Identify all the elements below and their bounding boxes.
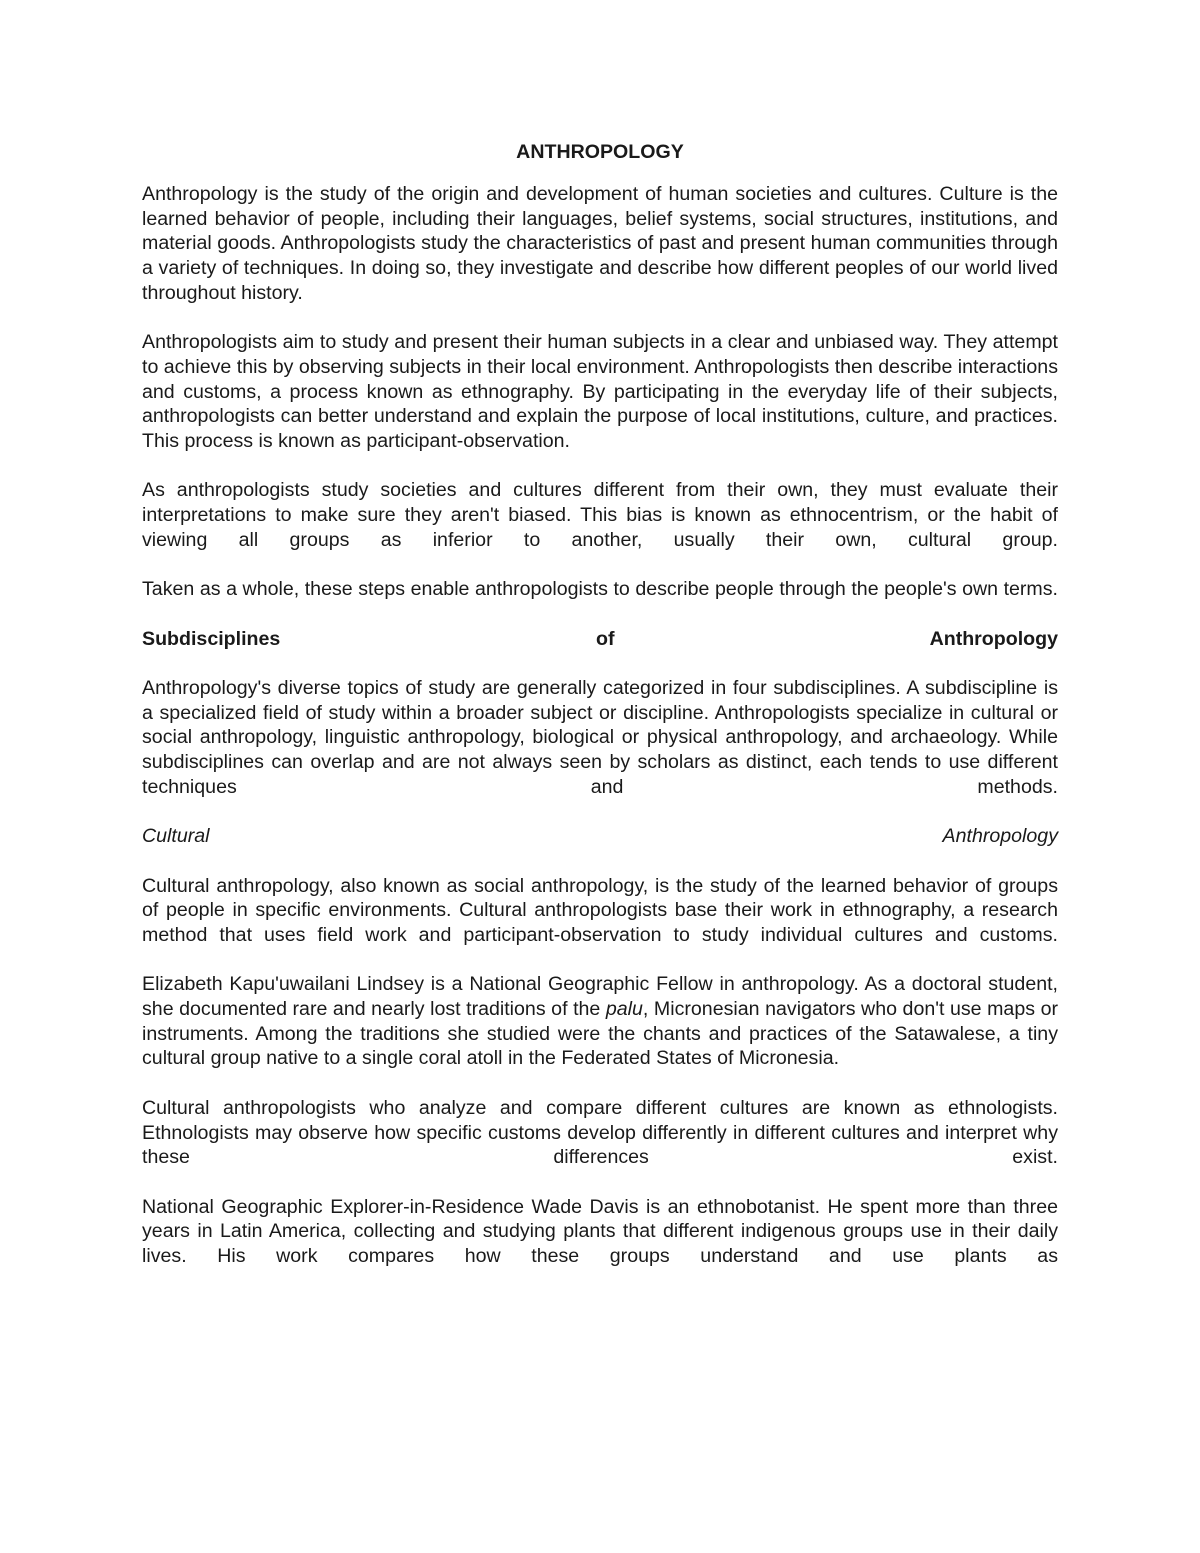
paragraph-summary: Taken as a whole, these steps enable anthropologists to describe people through the people's own terms. [142,578,1058,601]
paragraph-davis: National Geographic Explorer-in-Residence Wade Davis is an ethnobotanist. He spent more than three years in Latin America, collecting and studying plants that different indigenous groups use in their daily lives. His work compares how these groups understand and use plants as [142,1195,1058,1268]
paragraph-subdisciplines: Anthropology's diverse topics of study are generally categorized in four subdisciplines. A subdiscipline is a specialized field of study within a broader subject or discipline. Anthropologists specialize in cultural or social anthropology, linguistic anthropology, biological or physical anthropology, and archaeology. While subdisciplines can overlap and are not always seen by scholars as distinct, each tends to use different techniques and methods. [142,676,1058,798]
paragraph-ethnologists: Cultural anthropologists who analyze and compare different cultures are known as ethnologists. Ethnologists may observe how specific customs develop differently in different cultures and interpret why these differences exist. [142,1096,1058,1169]
paragraph-lindsey-part1: Elizabeth Kapu'uwailani Lindsey is a National Geographic Fellow in anthropology. As a doctoral student, she documented rare and nearly lost traditions of the [142,973,1058,1021]
paragraph-lindsey-italic: palu [605,998,643,1021]
paragraph-cultural-anthropology: Cultural anthropology, also known as social anthropology, is the study of the learned behavior of groups of people in specific environments. Cultural anthropologists base their work in ethnography, a research method that uses field work and participant-observation to study individual cultures and customs. [142,874,1058,946]
paragraph-intro: Anthropology is the study of the origin and development of human societies and cultures. Culture is the learned behavior of people, including their languages, belief systems, social structures, institutions, and material goods. Anthropologists study the characteristics of past and present human communities through a variety of techniques. In doing so, they investigate and describe how different peoples of our world lived throughout history. [142,183,1058,304]
paragraph-ethnocentrism: As anthropologists study societies and cultures different from their own, they must evaluate their interpretations to make sure they aren't biased. This bias is known as ethnocentrism, or the habit of viewing all groups as inferior to another, usually their own, cultural group. [142,479,1058,551]
document-title: ANTHROPOLOGY [516,141,684,163]
subsection-heading-cultural: Cultural Anthropology [142,825,1058,848]
section-heading-subdisciplines: Subdisciplines of Anthropology [142,627,1058,650]
document-page [142,140,1058,1293]
paragraph-lindsey [142,972,1058,1071]
paragraph-lindsey-part2: , Micronesian navigators who don't use maps or instruments. Among the traditions she studied were the chants and practices of the Satawalese, a tiny cultural group native to a single coral atoll in the Federated States of Micronesia. [142,998,1058,1070]
paragraph-ethnography: Anthropologists aim to study and present their human subjects in a clear and unbiased way. They attempt to achieve this by observing subjects in their local environment. Anthropologists then describe interactions and customs, a process known as ethnography. By participating in the everyday life of their subjects, anthropologists can better understand and explain the purpose of local institutions, culture, and practices. This process is known as participant-observation. [142,331,1058,453]
